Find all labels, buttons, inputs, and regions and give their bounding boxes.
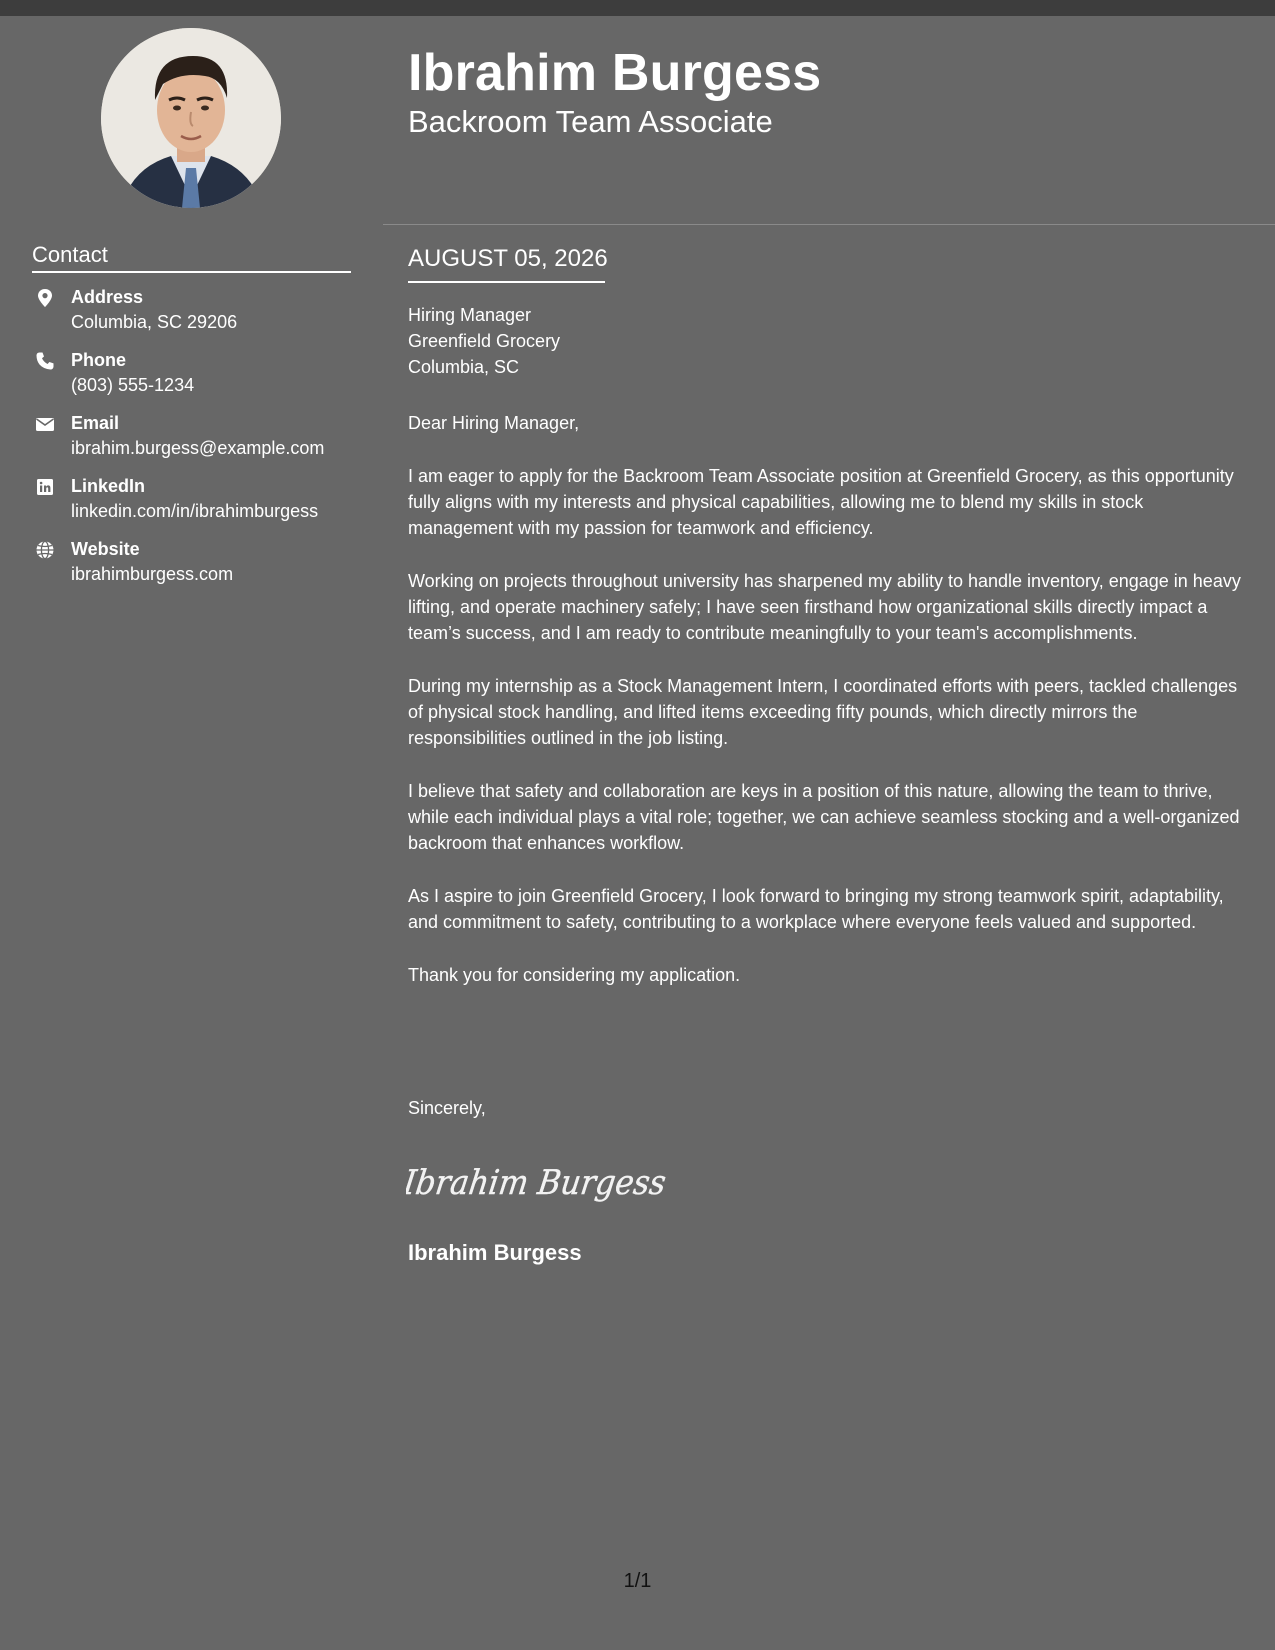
contact-label: Phone <box>71 350 127 370</box>
linkedin-icon <box>35 477 55 497</box>
contact-list <box>32 285 362 600</box>
job-title: Backroom Team Associate <box>408 104 773 139</box>
letter-paragraph: I am eager to apply for the Backroom Team Associate position at Greenfield Grocery, as this opportunity fully aligns with my interests and physical capabilities, allowing me to blend my skills in stock management with my passion for teamwork and efficiency. <box>408 466 1234 538</box>
contact-phone <box>32 348 362 411</box>
contact-linkedin <box>32 474 362 537</box>
date-underline <box>408 281 605 283</box>
contact-divider <box>32 271 351 273</box>
contact-address <box>32 285 362 348</box>
globe-icon <box>35 540 55 560</box>
phone-icon <box>35 351 55 371</box>
salutation: Dear Hiring Manager, <box>408 413 580 433</box>
contact-website <box>32 537 362 600</box>
svg-text:Ibrahim Burgess: Ibrahim Burgess <box>406 1163 686 1203</box>
recipient-line: Hiring Manager <box>408 305 532 325</box>
page-number: 1/1 <box>623 1570 652 1592</box>
contact-label: Email <box>71 413 120 433</box>
letter-date: AUGUST 05, 2026 <box>408 245 608 272</box>
contact-heading: Contact <box>32 242 108 267</box>
linkedin-link[interactable]: linkedin.com/in/ibrahimburgess <box>71 501 319 521</box>
contact-value: Columbia, SC 29206 <box>71 312 238 332</box>
recipient-block <box>408 302 560 380</box>
profile-photo <box>101 28 281 208</box>
header-divider <box>383 224 1275 225</box>
recipient-line: Columbia, SC <box>408 357 520 377</box>
website-link[interactable]: ibrahimburgess.com <box>71 564 234 584</box>
contact-email <box>32 411 362 474</box>
contact-label: LinkedIn <box>71 476 146 496</box>
closing: Sincerely, <box>408 1098 486 1118</box>
map-pin-icon <box>35 288 55 308</box>
contact-label: Website <box>71 539 140 559</box>
letter-body <box>408 410 1253 1015</box>
contact-label: Address <box>71 287 144 307</box>
recipient-line: Greenfield Grocery <box>408 331 561 351</box>
letter-paragraph: As I aspire to join Greenfield Grocery, I look forward to bringing my strong teamwork spirit, adaptability, and commitment to safety, contributing to a workplace where everyone feels valued and supported. <box>408 886 1224 932</box>
letter-paragraph: Working on projects throughout university has sharpened my ability to handle inventory, engage in heavy lifting, and operate machinery safely; I have seen firsthand how organizational skills directly impact a team’s success, and I am ready to contribute meaningfully to your team's accomplishments. <box>408 571 1241 643</box>
contact-value: (803) 555-1234 <box>71 375 195 395</box>
handwritten-signature <box>406 1152 686 1217</box>
top-bar <box>0 0 1275 16</box>
letter-paragraph: I believe that safety and collaboration are keys in a position of this nature, allowing the team to thrive, while each individual plays a vital role; together, we can achieve seamless stocking and a well-organized backroom that enhances workflow. <box>408 781 1240 853</box>
letter-paragraph: During my internship as a Stock Management Intern, I coordinated efforts with peers, tackled challenges of physical stock handling, and lifted items exceeding fifty pounds, which directly mirrors the responsibilities outlined in the job listing. <box>408 676 1238 748</box>
envelope-icon <box>35 414 55 434</box>
email-link[interactable]: ibrahim.burgess@example.com <box>71 438 325 458</box>
signer-name: Ibrahim Burgess <box>408 1240 582 1265</box>
letter-paragraph: Thank you for considering my application. <box>408 965 741 985</box>
applicant-name: Ibrahim Burgess <box>408 44 822 102</box>
